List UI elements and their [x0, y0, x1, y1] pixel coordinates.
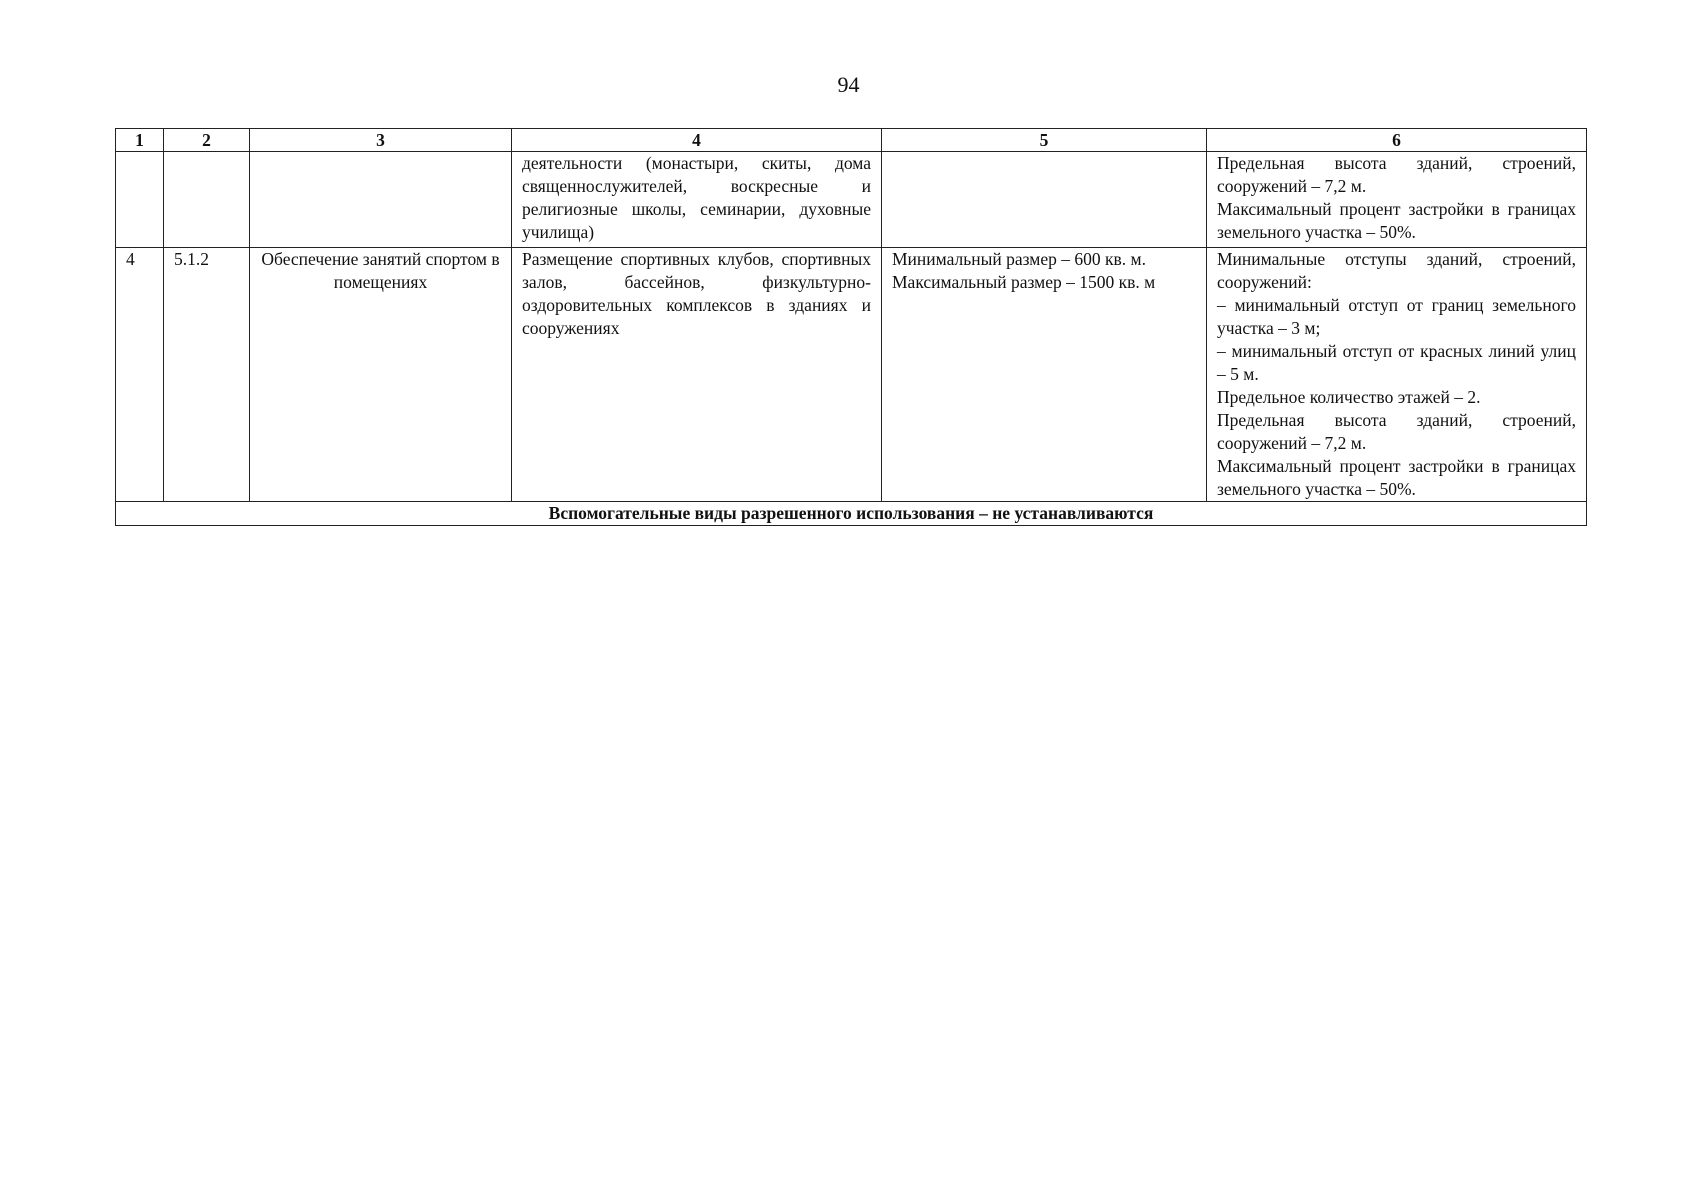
use-description-cell: [512, 152, 882, 248]
cell-paragraph: Максимальный процент застройки в границах земельного участка – 50%.: [1217, 456, 1576, 499]
cell-paragraph: – минимальный отступ от границ земельного участка – 3 м;: [1217, 295, 1576, 338]
column-header: 1: [116, 129, 164, 152]
cell-paragraph: Предельное количество этажей – 2.: [1217, 387, 1481, 407]
cell-paragraph: Предельная высота зданий, строений, сооружений – 7,2 м.: [1217, 410, 1576, 453]
table-footer-row: [116, 502, 1587, 526]
plot-size-cell: [882, 152, 1207, 248]
column-header: 3: [250, 129, 512, 152]
use-description-cell: [512, 248, 882, 502]
cell-paragraph: – минимальный отступ от красных линий улиц – 5 м.: [1217, 341, 1576, 384]
plot-size-cell: [882, 248, 1207, 502]
use-name-cell: Обеспечение занятий спортом в помещениях: [250, 248, 512, 502]
row-number-cell: [116, 152, 164, 248]
page-number: 94: [837, 72, 860, 97]
auxiliary-uses-note: Вспомогательные виды разрешенного использования – не устанавливаются: [116, 502, 1587, 526]
cell-paragraph: Минимальный размер – 600 кв. м.: [892, 249, 1146, 269]
column-header: 2: [164, 129, 250, 152]
cell-paragraph: Максимальный процент застройки в границах земельного участка – 50%.: [1217, 199, 1576, 242]
table-row: [116, 152, 1587, 248]
parameters-cell: [1207, 248, 1587, 502]
code-cell: 5.1.2: [164, 248, 250, 502]
use-name-cell: [250, 152, 512, 248]
row-number-cell: 4: [116, 248, 164, 502]
column-header: 5: [882, 129, 1207, 152]
cell-paragraph: Минимальные отступы зданий, строений, сооружений:: [1217, 249, 1576, 292]
code-cell: [164, 152, 250, 248]
cell-paragraph: Предельная высота зданий, строений, сооружений – 7,2 м.: [1217, 153, 1576, 196]
table-header-row: [116, 129, 1587, 152]
column-header: 4: [512, 129, 882, 152]
parameters-cell: [1207, 152, 1587, 248]
cell-paragraph: Размещение спортивных клубов, спортивных залов, бассейнов, физкультурно-оздоровительных комплексов в зданиях и сооружениях: [522, 249, 871, 338]
cell-paragraph: деятельности (монастыри, скиты, дома священнослужителей, воскресные и религиозные школы, семинарии, духовные училища): [522, 153, 871, 242]
column-header: 6: [1207, 129, 1587, 152]
table-row: [116, 248, 1587, 502]
regulation-table: [115, 128, 1587, 526]
cell-paragraph: Максимальный размер – 1500 кв. м: [892, 272, 1156, 292]
